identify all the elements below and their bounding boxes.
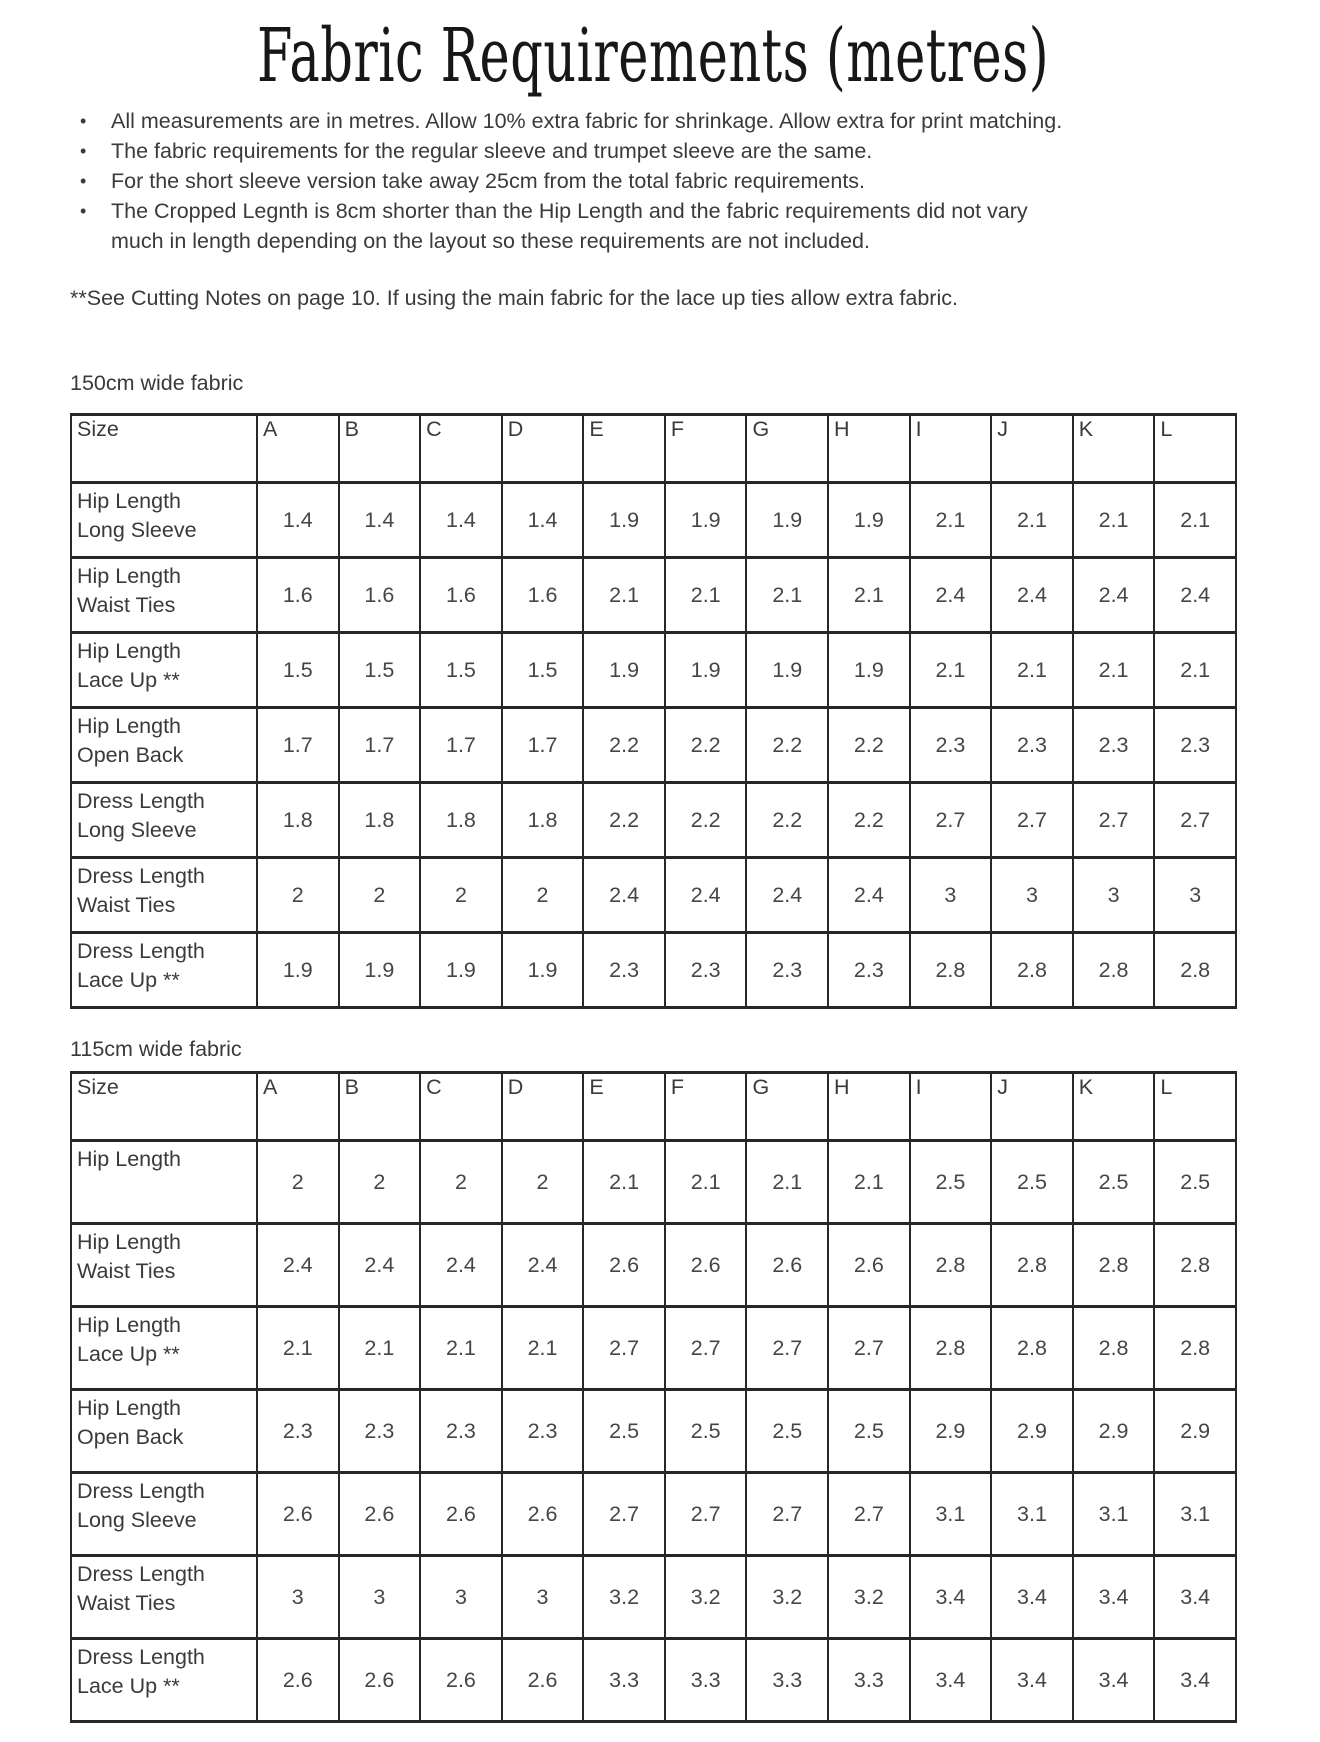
value-cell: 1.8 <box>257 783 339 858</box>
value-cell: 1.9 <box>665 483 747 558</box>
value-cell: 2.5 <box>910 1141 992 1224</box>
value-cell: 2.4 <box>1073 558 1155 633</box>
size-column-header: C <box>420 415 502 483</box>
value-cell: 2.3 <box>339 1390 421 1473</box>
row-label-cell <box>71 783 257 858</box>
value-cell: 2.1 <box>746 1141 828 1224</box>
row-label-cell <box>71 1307 257 1390</box>
table-row <box>71 1390 1236 1473</box>
value-cell: 2.3 <box>665 933 747 1008</box>
value-cell: 3 <box>339 1556 421 1639</box>
size-column-header: K <box>1073 415 1155 483</box>
value-cell: 3.3 <box>583 1639 665 1722</box>
value-cell: 1.7 <box>257 708 339 783</box>
row-label-line: Waist Ties <box>77 1259 176 1283</box>
value-cell: 1.6 <box>502 558 584 633</box>
row-label-cell <box>71 1141 257 1224</box>
value-cell: 2.7 <box>583 1473 665 1556</box>
value-cell: 2.6 <box>828 1224 910 1307</box>
value-cell: 3.1 <box>1073 1473 1155 1556</box>
value-cell: 2.7 <box>583 1307 665 1390</box>
value-cell: 3.4 <box>991 1639 1073 1722</box>
value-cell: 2.3 <box>991 708 1073 783</box>
row-label-cell <box>71 558 257 633</box>
value-cell: 2 <box>257 1141 339 1224</box>
section-115cm <box>70 1036 1237 1723</box>
value-cell: 3.2 <box>828 1556 910 1639</box>
table-row <box>71 933 1236 1008</box>
table-row <box>71 1556 1236 1639</box>
value-cell: 2.5 <box>1154 1141 1236 1224</box>
value-cell: 1.4 <box>257 483 339 558</box>
row-label-line: Hip Length <box>77 714 181 738</box>
value-cell: 2.1 <box>1073 483 1155 558</box>
value-cell: 2.3 <box>1154 708 1236 783</box>
value-cell: 2.7 <box>665 1307 747 1390</box>
value-cell: 3.4 <box>1154 1556 1236 1639</box>
value-cell: 1.9 <box>746 633 828 708</box>
table-row <box>71 633 1236 708</box>
row-label-line: Dress Length <box>77 864 205 888</box>
row-label-cell <box>71 933 257 1008</box>
value-cell: 2.6 <box>502 1473 584 1556</box>
value-cell: 2 <box>420 1141 502 1224</box>
value-cell: 2.1 <box>339 1307 421 1390</box>
value-cell: 2.8 <box>1154 1307 1236 1390</box>
value-cell: 3.4 <box>1073 1639 1155 1722</box>
note-bullet: • All measurements are in metres. Allow 10% extra fabric for shrinkage. Allow extra for print matching. <box>70 106 1237 136</box>
value-cell: 2.5 <box>1073 1141 1155 1224</box>
value-cell: 2.6 <box>502 1639 584 1722</box>
value-cell: 2.1 <box>257 1307 339 1390</box>
row-label-cell <box>71 858 257 933</box>
value-cell: 3 <box>1073 858 1155 933</box>
value-cell: 2.7 <box>1073 783 1155 858</box>
value-cell: 1.4 <box>420 483 502 558</box>
row-label-cell <box>71 1639 257 1722</box>
value-cell: 2.1 <box>583 1141 665 1224</box>
row-label-line: Lace Up ** <box>77 668 180 692</box>
value-cell: 1.9 <box>828 483 910 558</box>
value-cell: 3.2 <box>665 1556 747 1639</box>
row-label-line: Open Back <box>77 743 184 767</box>
row-label-line: Long Sleeve <box>77 818 197 842</box>
value-cell: 3.4 <box>910 1639 992 1722</box>
value-cell: 1.9 <box>828 633 910 708</box>
value-cell: 1.9 <box>420 933 502 1008</box>
value-cell: 2.8 <box>1154 1224 1236 1307</box>
value-cell: 3.3 <box>828 1639 910 1722</box>
value-cell: 2.1 <box>910 483 992 558</box>
value-cell: 2.4 <box>502 1224 584 1307</box>
size-column-header: F <box>665 415 747 483</box>
size-column-header: H <box>828 1073 910 1141</box>
value-cell: 3 <box>257 1556 339 1639</box>
value-cell: 2.4 <box>1154 558 1236 633</box>
table-header-row <box>71 415 1236 483</box>
size-column-header: F <box>665 1073 747 1141</box>
row-label-line: Long Sleeve <box>77 518 197 542</box>
size-column-header: I <box>910 1073 992 1141</box>
size-column-header: E <box>583 1073 665 1141</box>
row-label-cell <box>71 1556 257 1639</box>
value-cell: 2.9 <box>991 1390 1073 1473</box>
size-column-header: G <box>746 415 828 483</box>
section-150cm <box>70 370 1237 1009</box>
size-column-header: A <box>257 415 339 483</box>
value-cell: 1.5 <box>502 633 584 708</box>
size-column-header: E <box>583 415 665 483</box>
value-cell: 2.7 <box>991 783 1073 858</box>
value-cell: 2.1 <box>420 1307 502 1390</box>
value-cell: 2.1 <box>1154 633 1236 708</box>
value-cell: 2.2 <box>665 783 747 858</box>
table-header-row <box>71 1073 1236 1141</box>
value-cell: 2.7 <box>665 1473 747 1556</box>
value-cell: 2.4 <box>746 858 828 933</box>
value-cell: 2.8 <box>1073 1224 1155 1307</box>
row-label-cell <box>71 633 257 708</box>
value-cell: 2.2 <box>828 708 910 783</box>
size-column-header: D <box>502 1073 584 1141</box>
value-cell: 2.5 <box>583 1390 665 1473</box>
table-row <box>71 1307 1236 1390</box>
value-cell: 2.2 <box>665 708 747 783</box>
value-cell: 2 <box>339 858 421 933</box>
value-cell: 1.7 <box>339 708 421 783</box>
row-label-line: Waist Ties <box>77 593 176 617</box>
value-cell: 2.3 <box>420 1390 502 1473</box>
size-header-cell: Size <box>71 415 257 483</box>
value-cell: 2.4 <box>828 858 910 933</box>
value-cell: 2.4 <box>257 1224 339 1307</box>
value-cell: 2.4 <box>991 558 1073 633</box>
value-cell: 1.9 <box>257 933 339 1008</box>
value-cell: 2 <box>502 1141 584 1224</box>
size-column-header: I <box>910 415 992 483</box>
value-cell: 2.8 <box>910 1224 992 1307</box>
row-label-line: Hip Length <box>77 1230 181 1254</box>
value-cell: 2.1 <box>828 558 910 633</box>
value-cell: 2.6 <box>665 1224 747 1307</box>
value-cell: 1.9 <box>583 483 665 558</box>
value-cell: 1.7 <box>420 708 502 783</box>
value-cell: 1.4 <box>339 483 421 558</box>
page-title-text: Fabric Requirements (metres) <box>257 12 1050 100</box>
fabric-table-150cm <box>70 413 1237 1009</box>
table-row <box>71 1639 1236 1722</box>
row-label-line: Lace Up ** <box>77 1674 180 1698</box>
value-cell: 2.6 <box>257 1473 339 1556</box>
value-cell: 1.7 <box>502 708 584 783</box>
cutting-note: **See Cutting Notes on page 10. If using the main fabric for the lace up ties allow extra fabric. <box>70 286 958 310</box>
value-cell: 2.2 <box>746 783 828 858</box>
row-label-line: Waist Ties <box>77 1591 176 1615</box>
table-row <box>71 558 1236 633</box>
value-cell: 2.6 <box>420 1639 502 1722</box>
value-cell: 3.1 <box>910 1473 992 1556</box>
row-label-line: Hip Length <box>77 1147 181 1171</box>
row-label-line: Dress Length <box>77 1562 205 1586</box>
value-cell: 2.4 <box>665 858 747 933</box>
row-label-line: Long Sleeve <box>77 1508 197 1532</box>
size-column-header: G <box>746 1073 828 1141</box>
value-cell: 1.5 <box>257 633 339 708</box>
value-cell: 2.5 <box>665 1390 747 1473</box>
value-cell: 2.8 <box>991 1224 1073 1307</box>
size-column-header: B <box>339 1073 421 1141</box>
value-cell: 2.8 <box>1073 1307 1155 1390</box>
row-label-cell <box>71 1390 257 1473</box>
value-cell: 2.7 <box>828 1307 910 1390</box>
row-label-line: Hip Length <box>77 564 181 588</box>
table-row <box>71 858 1236 933</box>
table-row <box>71 483 1236 558</box>
value-cell: 2.1 <box>583 558 665 633</box>
value-cell: 3 <box>1154 858 1236 933</box>
size-column-header: J <box>991 415 1073 483</box>
size-column-header: L <box>1154 1073 1236 1141</box>
value-cell: 2.8 <box>991 933 1073 1008</box>
value-cell: 3 <box>910 858 992 933</box>
value-cell: 2.1 <box>665 558 747 633</box>
section-label-150cm: 150cm wide fabric <box>70 371 244 395</box>
value-cell: 2.5 <box>828 1390 910 1473</box>
value-cell: 3.1 <box>1154 1473 1236 1556</box>
value-cell: 2.3 <box>257 1390 339 1473</box>
value-cell: 3.2 <box>583 1556 665 1639</box>
value-cell: 2.1 <box>910 633 992 708</box>
note-bullet: • The fabric requirements for the regular sleeve and trumpet sleeve are the same. <box>70 136 1237 166</box>
page-title <box>70 12 1237 104</box>
value-cell: 1.8 <box>420 783 502 858</box>
value-cell: 3.3 <box>746 1639 828 1722</box>
value-cell: 3 <box>502 1556 584 1639</box>
size-column-header: H <box>828 415 910 483</box>
fabric-table-115cm <box>70 1071 1237 1723</box>
value-cell: 2.4 <box>339 1224 421 1307</box>
value-cell: 2.7 <box>828 1473 910 1556</box>
table-row <box>71 708 1236 783</box>
value-cell: 2.8 <box>1073 933 1155 1008</box>
value-cell: 2.6 <box>339 1639 421 1722</box>
note-bullet: • For the short sleeve version take away 25cm from the total fabric requirements. <box>70 166 1237 196</box>
value-cell: 3 <box>420 1556 502 1639</box>
table-row <box>71 1473 1236 1556</box>
size-column-header: A <box>257 1073 339 1141</box>
value-cell: 2.3 <box>746 933 828 1008</box>
value-cell: 2.8 <box>991 1307 1073 1390</box>
size-column-header: C <box>420 1073 502 1141</box>
value-cell: 2.2 <box>583 708 665 783</box>
value-cell: 2.6 <box>257 1639 339 1722</box>
value-cell: 2 <box>502 858 584 933</box>
value-cell: 2 <box>257 858 339 933</box>
value-cell: 2.5 <box>991 1141 1073 1224</box>
value-cell: 1.6 <box>420 558 502 633</box>
row-label-line: Lace Up ** <box>77 1342 180 1366</box>
value-cell: 2.1 <box>665 1141 747 1224</box>
section-label-115cm: 115cm wide fabric <box>70 1037 242 1061</box>
value-cell: 2.1 <box>502 1307 584 1390</box>
note-bullet: • The Cropped Legnth is 8cm shorter than the Hip Length and the fabric requirements did not vary much in length depending on the layout so these requirements are not included. <box>70 196 1071 256</box>
value-cell: 3.4 <box>1073 1556 1155 1639</box>
value-cell: 2.3 <box>1073 708 1155 783</box>
value-cell: 3.3 <box>665 1639 747 1722</box>
value-cell: 2.1 <box>991 483 1073 558</box>
row-label-line: Hip Length <box>77 1313 181 1337</box>
value-cell: 1.9 <box>583 633 665 708</box>
value-cell: 2.8 <box>1154 933 1236 1008</box>
size-column-header: L <box>1154 415 1236 483</box>
value-cell: 2.2 <box>828 783 910 858</box>
value-cell: 2.4 <box>910 558 992 633</box>
document-page <box>70 0 1237 1723</box>
value-cell: 1.9 <box>502 933 584 1008</box>
value-cell: 2.4 <box>420 1224 502 1307</box>
row-label-line: Waist Ties <box>77 893 176 917</box>
value-cell: 2.3 <box>583 933 665 1008</box>
row-label-cell <box>71 1473 257 1556</box>
row-label-line: Hip Length <box>77 1396 181 1420</box>
value-cell: 2.7 <box>746 1473 828 1556</box>
value-cell: 2.2 <box>746 708 828 783</box>
value-cell: 2.4 <box>583 858 665 933</box>
value-cell: 2.1 <box>1073 633 1155 708</box>
row-label-line: Hip Length <box>77 639 181 663</box>
size-header-cell: Size <box>71 1073 257 1141</box>
value-cell: 2.7 <box>746 1307 828 1390</box>
value-cell: 3 <box>991 858 1073 933</box>
value-cell: 2.7 <box>1154 783 1236 858</box>
row-label-line: Dress Length <box>77 939 205 963</box>
notes-list <box>70 106 1237 256</box>
size-column-header: K <box>1073 1073 1155 1141</box>
value-cell: 1.5 <box>420 633 502 708</box>
value-cell: 2.9 <box>1073 1390 1155 1473</box>
table-row <box>71 783 1236 858</box>
value-cell: 1.6 <box>339 558 421 633</box>
size-column-header: J <box>991 1073 1073 1141</box>
value-cell: 2.8 <box>910 1307 992 1390</box>
value-cell: 1.8 <box>502 783 584 858</box>
value-cell: 2.6 <box>583 1224 665 1307</box>
row-label-cell <box>71 708 257 783</box>
value-cell: 1.6 <box>257 558 339 633</box>
value-cell: 2.1 <box>828 1141 910 1224</box>
value-cell: 1.9 <box>746 483 828 558</box>
row-label-line: Dress Length <box>77 1645 205 1669</box>
value-cell: 2.6 <box>420 1473 502 1556</box>
value-cell: 2.6 <box>746 1224 828 1307</box>
value-cell: 2.3 <box>828 933 910 1008</box>
value-cell: 3.1 <box>991 1473 1073 1556</box>
size-column-header: B <box>339 415 421 483</box>
value-cell: 1.4 <box>502 483 584 558</box>
row-label-cell <box>71 483 257 558</box>
value-cell: 2.5 <box>746 1390 828 1473</box>
size-column-header: D <box>502 415 584 483</box>
value-cell: 2.6 <box>339 1473 421 1556</box>
value-cell: 2.9 <box>910 1390 992 1473</box>
value-cell: 2.9 <box>1154 1390 1236 1473</box>
value-cell: 2 <box>339 1141 421 1224</box>
value-cell: 3.2 <box>746 1556 828 1639</box>
table-row <box>71 1224 1236 1307</box>
value-cell: 2.1 <box>991 633 1073 708</box>
row-label-line: Dress Length <box>77 789 205 813</box>
value-cell: 2.7 <box>910 783 992 858</box>
value-cell: 2.1 <box>746 558 828 633</box>
value-cell: 2.3 <box>910 708 992 783</box>
row-label-line: Open Back <box>77 1425 184 1449</box>
value-cell: 3.4 <box>910 1556 992 1639</box>
row-label-line: Dress Length <box>77 1479 205 1503</box>
value-cell: 2.8 <box>910 933 992 1008</box>
value-cell: 2.1 <box>1154 483 1236 558</box>
table-row <box>71 1141 1236 1224</box>
value-cell: 2.3 <box>502 1390 584 1473</box>
value-cell: 1.8 <box>339 783 421 858</box>
row-label-line: Hip Length <box>77 489 181 513</box>
row-label-cell <box>71 1224 257 1307</box>
value-cell: 3.4 <box>991 1556 1073 1639</box>
value-cell: 1.9 <box>339 933 421 1008</box>
row-label-line: Lace Up ** <box>77 968 180 992</box>
value-cell: 3.4 <box>1154 1639 1236 1722</box>
value-cell: 1.5 <box>339 633 421 708</box>
value-cell: 2 <box>420 858 502 933</box>
value-cell: 2.2 <box>583 783 665 858</box>
value-cell: 1.9 <box>665 633 747 708</box>
